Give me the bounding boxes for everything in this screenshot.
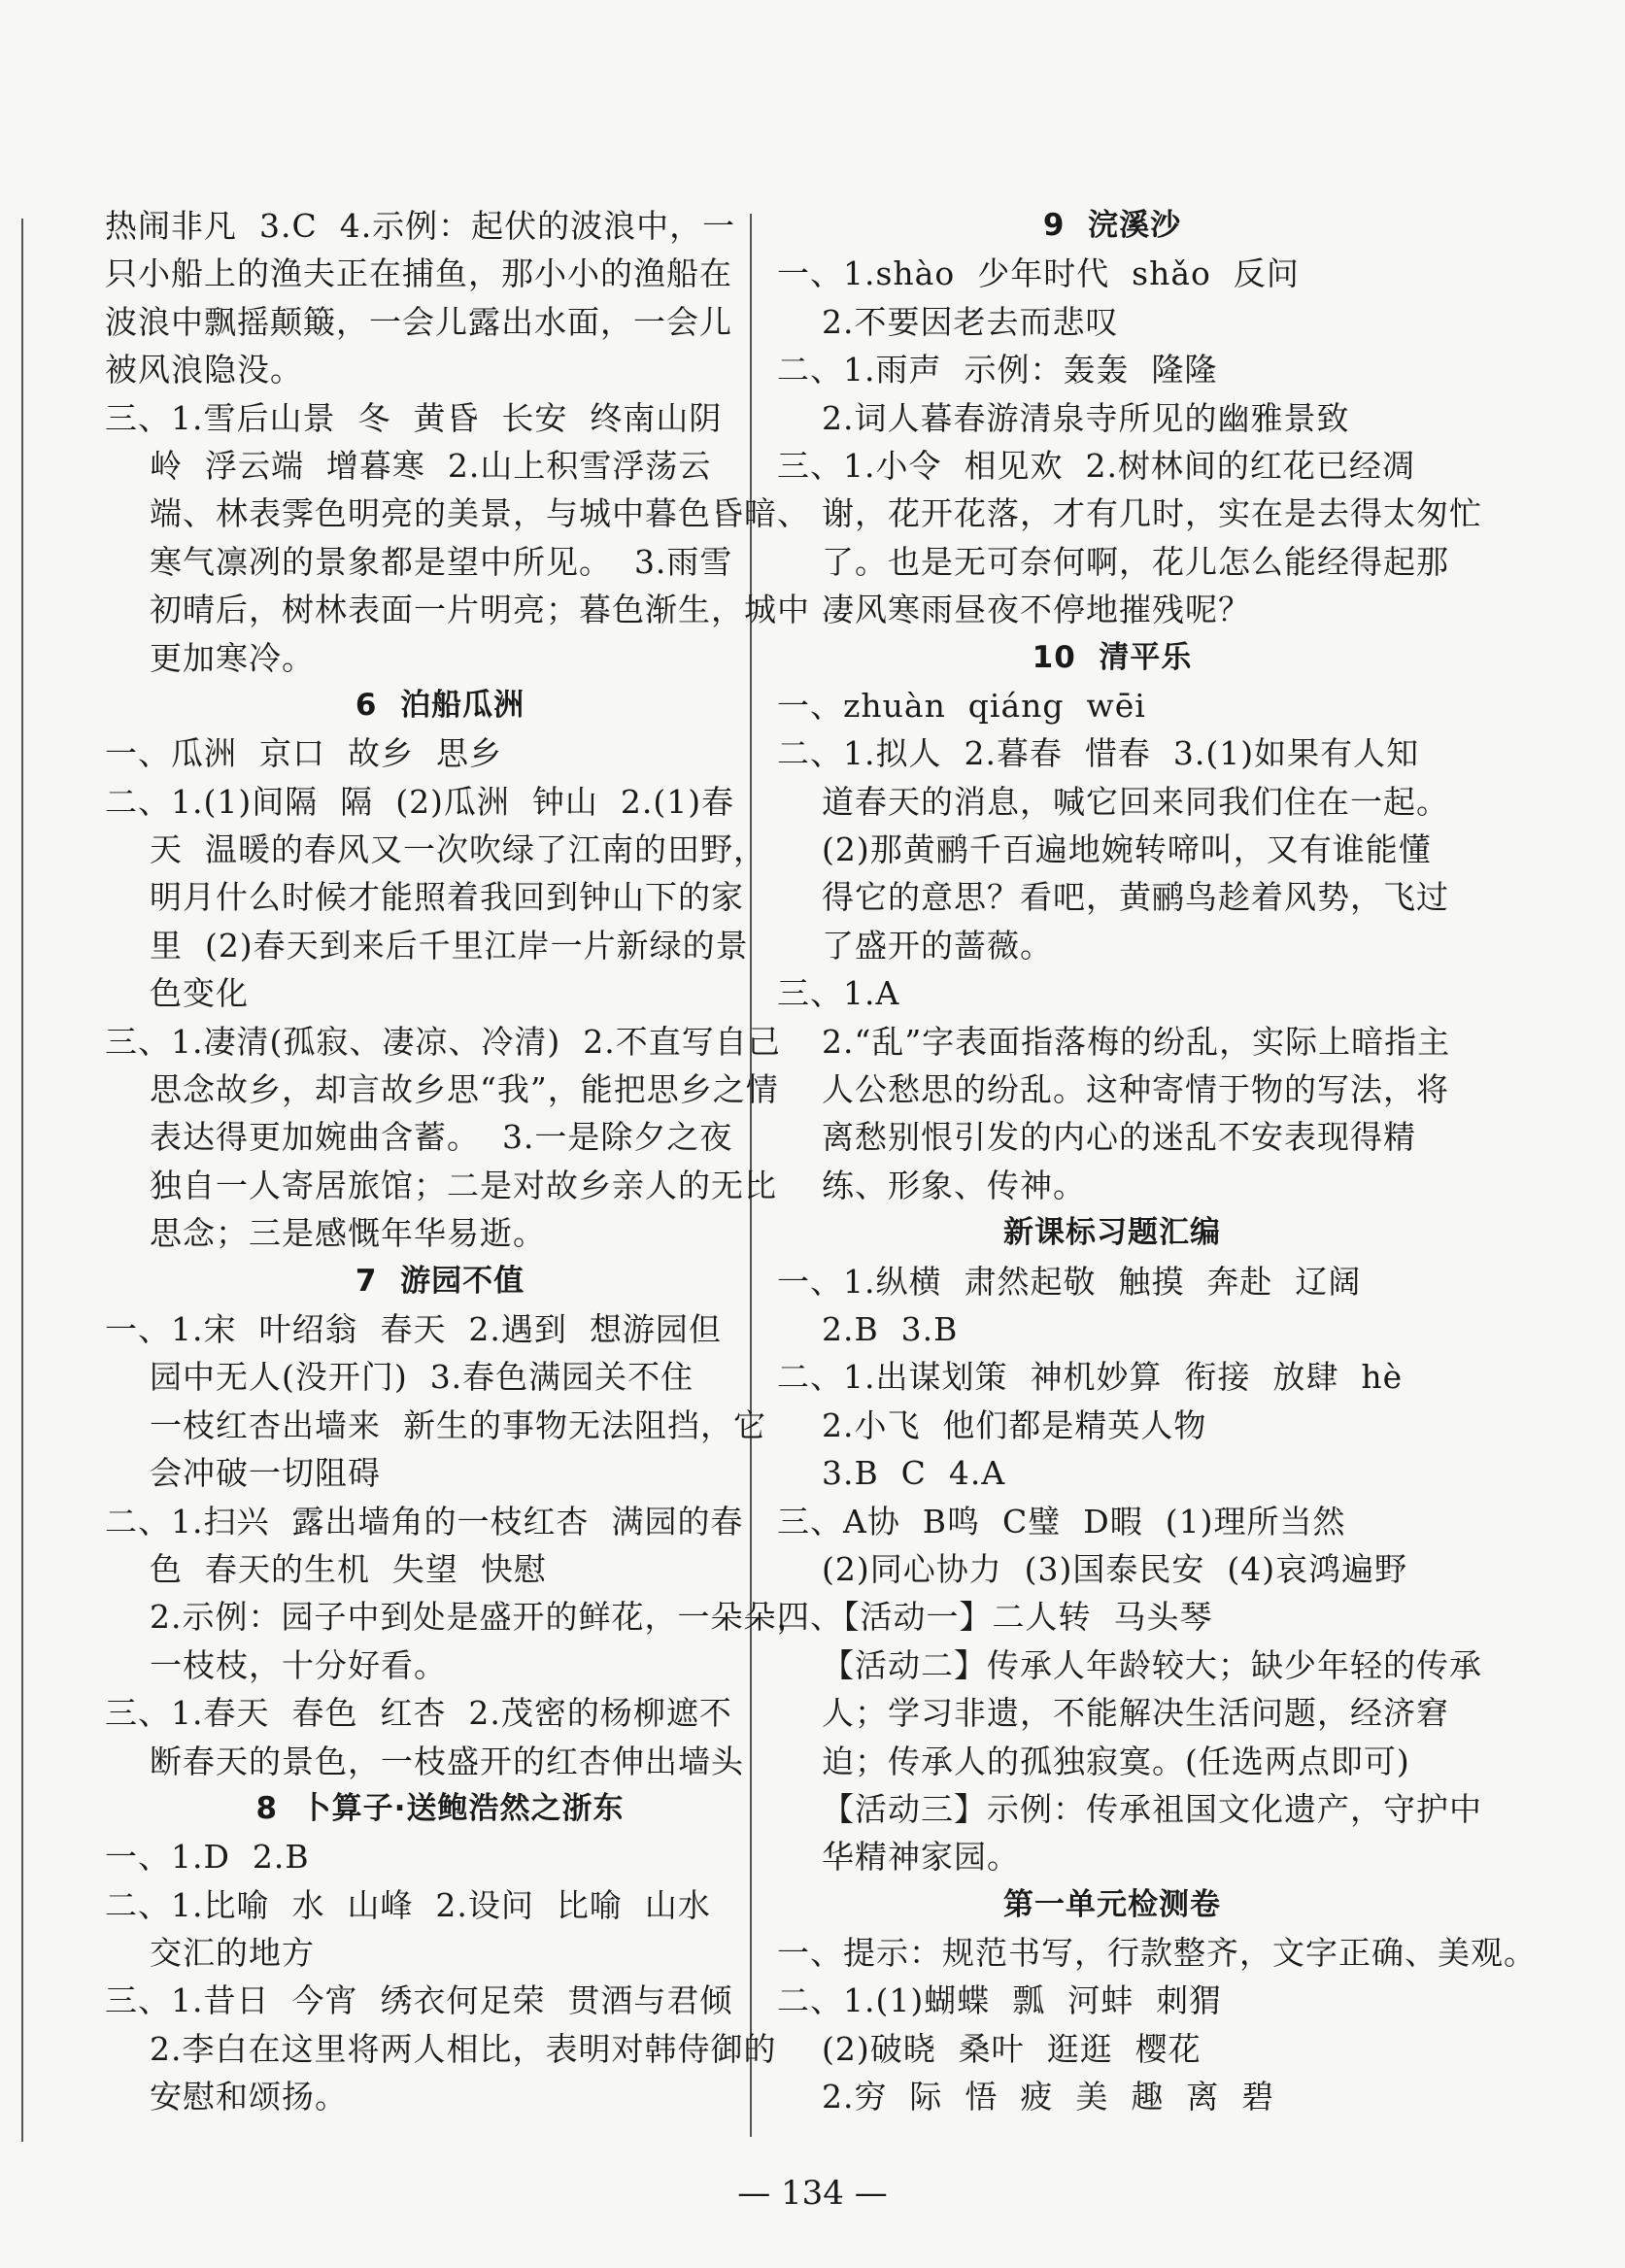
answer-line: 色变化 bbox=[105, 974, 249, 1013]
answer-line: 端、林表霁色明亮的美景，与城中暮色昏暗、 bbox=[105, 494, 810, 533]
answer-line: 【活动三】示例：传承祖国文化遗产，守护中 bbox=[777, 1789, 1482, 1828]
answer-line: 被风浪隐没。 bbox=[105, 351, 303, 389]
answer-line: 三、1.春天 春色 红杏 2.茂密的杨柳遮不 bbox=[105, 1694, 732, 1733]
answer-line: 【活动二】传承人年龄较大；缺少年轻的传承 bbox=[777, 1645, 1482, 1684]
answer-line: 谢，花开花落，才有几时，实在是去得太匆忙 bbox=[777, 494, 1482, 533]
answer-line: 了盛开的蔷薇。 bbox=[777, 926, 1053, 965]
answer-line: (2)同心协力 (3)国泰民安 (4)哀鸿遍野 bbox=[777, 1549, 1408, 1588]
answer-line: 离愁别恨引发的内心的迷乱不安表现得精 bbox=[777, 1118, 1416, 1157]
answer-line: 安慰和颂扬。 bbox=[105, 2078, 348, 2116]
answer-line: 只小船上的渔夫正在捕鱼，那小小的渔船在 bbox=[105, 254, 732, 293]
answer-line: 独自一人寄居旅馆；二是对故乡亲人的无比 bbox=[105, 1166, 777, 1204]
column-divider-left bbox=[21, 219, 23, 2142]
answer-line: 会冲破一切阻碍 bbox=[105, 1454, 381, 1493]
answer-line: 一、瓜洲 京口 故乡 思乡 bbox=[105, 734, 502, 773]
answer-line: 初晴后，树林表面一片明亮；暮色渐生，城中 bbox=[105, 591, 810, 629]
answer-line: 得它的意思？看吧，黄鹂鸟趁着风势，飞过 bbox=[777, 878, 1449, 917]
section-heading: 9 浣溪沙 bbox=[1042, 208, 1182, 243]
answer-line: 一、1.宋 叶绍翁 春天 2.遇到 想游园但 bbox=[105, 1309, 722, 1348]
answer-line: 2.小飞 他们都是精英人物 bbox=[777, 1405, 1207, 1444]
answer-line: 三、1.雪后山景 冬 黄昏 长安 终南山阴 bbox=[105, 398, 723, 437]
answer-line: 二、1.扫兴 露出墙角的一枝红杏 满园的春 bbox=[105, 1502, 744, 1540]
answer-line: 一、提示：规范书写，行款整齐，文字正确、美观。 bbox=[777, 1934, 1537, 1973]
answer-line: 华精神家园。 bbox=[777, 1838, 1020, 1877]
section-heading: 第一单元检测卷 bbox=[1003, 1886, 1221, 1922]
answer-line: 人；学习非遗，不能解决生活问题，经济窘 bbox=[777, 1694, 1449, 1733]
answer-line: 断春天的景色，一枝盛开的红杏伸出墙头 bbox=[105, 1742, 744, 1780]
answer-line: 迫；传承人的孤独寂寞。(任选两点即可) bbox=[777, 1742, 1410, 1780]
answer-line: 热闹非凡 3.C 4.示例：起伏的波浪中，一 bbox=[105, 207, 736, 245]
section-heading: 7 游园不值 bbox=[355, 1263, 525, 1299]
answer-line: 一、zhuàn qiáng wēi bbox=[777, 686, 1146, 725]
section-heading: 10 清平乐 bbox=[1032, 639, 1193, 675]
answer-line: 岭 浮云端 增暮寒 2.山上积雪浮荡云 bbox=[105, 446, 712, 485]
answer-line: 二、1.(1)间隔 隔 (2)瓜洲 钟山 2.(1)春 bbox=[105, 782, 735, 821]
answer-line: 三、A协 B鸣 C璧 D暇 (1)理所当然 bbox=[777, 1502, 1346, 1540]
answer-line: 2.示例：园子中到处是盛开的鲜花，一朵朵， bbox=[105, 1598, 810, 1637]
answer-line: 道春天的消息，喊它回来同我们住在一起。 bbox=[777, 782, 1449, 821]
answer-line: 三、1.凄清(孤寂、凄凉、冷清) 2.不直写自己 bbox=[105, 1022, 781, 1061]
answer-line: 2.李白在这里将两人相比，表明对韩侍御的 bbox=[105, 2029, 777, 2068]
answer-line: 2.穷 际 悟 疲 美 趣 离 碧 bbox=[777, 2078, 1275, 2116]
page-number: — 134 — bbox=[737, 2174, 888, 2213]
answer-line: 里 (2)春天到来后千里江岸一片新绿的景 bbox=[105, 926, 749, 965]
answer-line: 思念故乡，却言故乡思“我”，能把思乡之情 bbox=[105, 1070, 779, 1109]
answer-line: 表达得更加婉曲含蓄。 3.一是除夕之夜 bbox=[105, 1118, 733, 1157]
answer-line: 二、1.拟人 2.暮春 惜春 3.(1)如果有人知 bbox=[777, 734, 1420, 773]
section-heading: 8 卜算子·送鲍浩然之浙东 bbox=[255, 1790, 625, 1826]
answer-line: 二、1.出谋划策 神机妙算 衔接 放肆 hè bbox=[777, 1358, 1404, 1397]
section-heading: 新课标习题汇编 bbox=[1003, 1215, 1221, 1251]
answer-line: 四、【活动一】二人转 马头琴 bbox=[777, 1598, 1213, 1637]
answer-line: 寒气凛冽的景象都是望中所见。 3.雨雪 bbox=[105, 542, 733, 581]
answer-line: 2.“乱”字表面指落梅的纷乱，实际上暗指主 bbox=[777, 1022, 1451, 1061]
answer-line: (2)破晓 桑叶 逛逛 樱花 bbox=[777, 2029, 1202, 2068]
answer-line: 三、1.小令 相见欢 2.树林间的红花已经凋 bbox=[777, 446, 1415, 485]
answer-line: 园中无人(没开门) 3.春色满园关不住 bbox=[105, 1358, 694, 1397]
answer-line: 了。也是无可奈何啊，花儿怎么能经得起那 bbox=[777, 542, 1449, 581]
answer-line: 一、1.纵横 肃然起敬 触摸 奔赴 辽阔 bbox=[777, 1262, 1362, 1301]
answer-line: 二、1.雨声 示例：轰轰 隆隆 bbox=[777, 351, 1218, 389]
answer-line: 一、1.D 2.B bbox=[105, 1838, 310, 1877]
answer-line: 更加寒冷。 bbox=[105, 638, 315, 677]
answer-line: 一、1.shào 少年时代 shǎo 反问 bbox=[777, 254, 1300, 293]
answer-line: 练、形象、传神。 bbox=[777, 1166, 1086, 1204]
answer-line: 色 春天的生机 失望 快慰 bbox=[105, 1549, 547, 1588]
answer-line: 三、1.昔日 今宵 绣衣何足荣 贯酒与君倾 bbox=[105, 1981, 733, 2020]
section-heading: 6 泊船瓜洲 bbox=[355, 687, 525, 723]
answer-line: 2.B 3.B bbox=[777, 1309, 959, 1348]
answer-line: 明月什么时候才能照着我回到钟山下的家 bbox=[105, 878, 744, 917]
answer-line: 2.不要因老去而悲叹 bbox=[777, 302, 1119, 341]
answer-line: 一枝枝，十分好看。 bbox=[105, 1645, 447, 1684]
answer-line: 人公愁思的纷乱。这种寄情于物的写法，将 bbox=[777, 1070, 1449, 1109]
answer-line: 3.B C 4.A bbox=[777, 1454, 1006, 1493]
left-column bbox=[105, 202, 810, 2121]
answer-line: 二、1.比喻 水 山峰 2.设问 比喻 山水 bbox=[105, 1885, 711, 1924]
right-column bbox=[777, 202, 1537, 2121]
answer-line: 2.词人暮春游清泉寺所见的幽雅景致 bbox=[777, 398, 1350, 437]
answer-line: 天 温暖的春风又一次吹绿了江南的田野， bbox=[105, 830, 766, 869]
answer-line: 一枝红杏出墙来 新生的事物无法阻挡，它 bbox=[105, 1405, 766, 1444]
answer-line: 思念；三是感慨年华易逝。 bbox=[105, 1214, 546, 1253]
answer-line: 三、1.A bbox=[777, 974, 900, 1013]
answer-line: 波浪中飘摇颠簸，一会儿露出水面，一会儿 bbox=[105, 302, 732, 341]
answer-line: (2)那黄鹂千百遍地婉转啼叫，又有谁能懂 bbox=[777, 830, 1432, 869]
answer-line: 交汇的地方 bbox=[105, 1934, 315, 1973]
answer-line: 凄风寒雨昼夜不停地摧残呢？ bbox=[777, 591, 1251, 629]
answer-line: 二、1.(1)蝴蝶 瓢 河蚌 刺猬 bbox=[777, 1981, 1223, 2020]
